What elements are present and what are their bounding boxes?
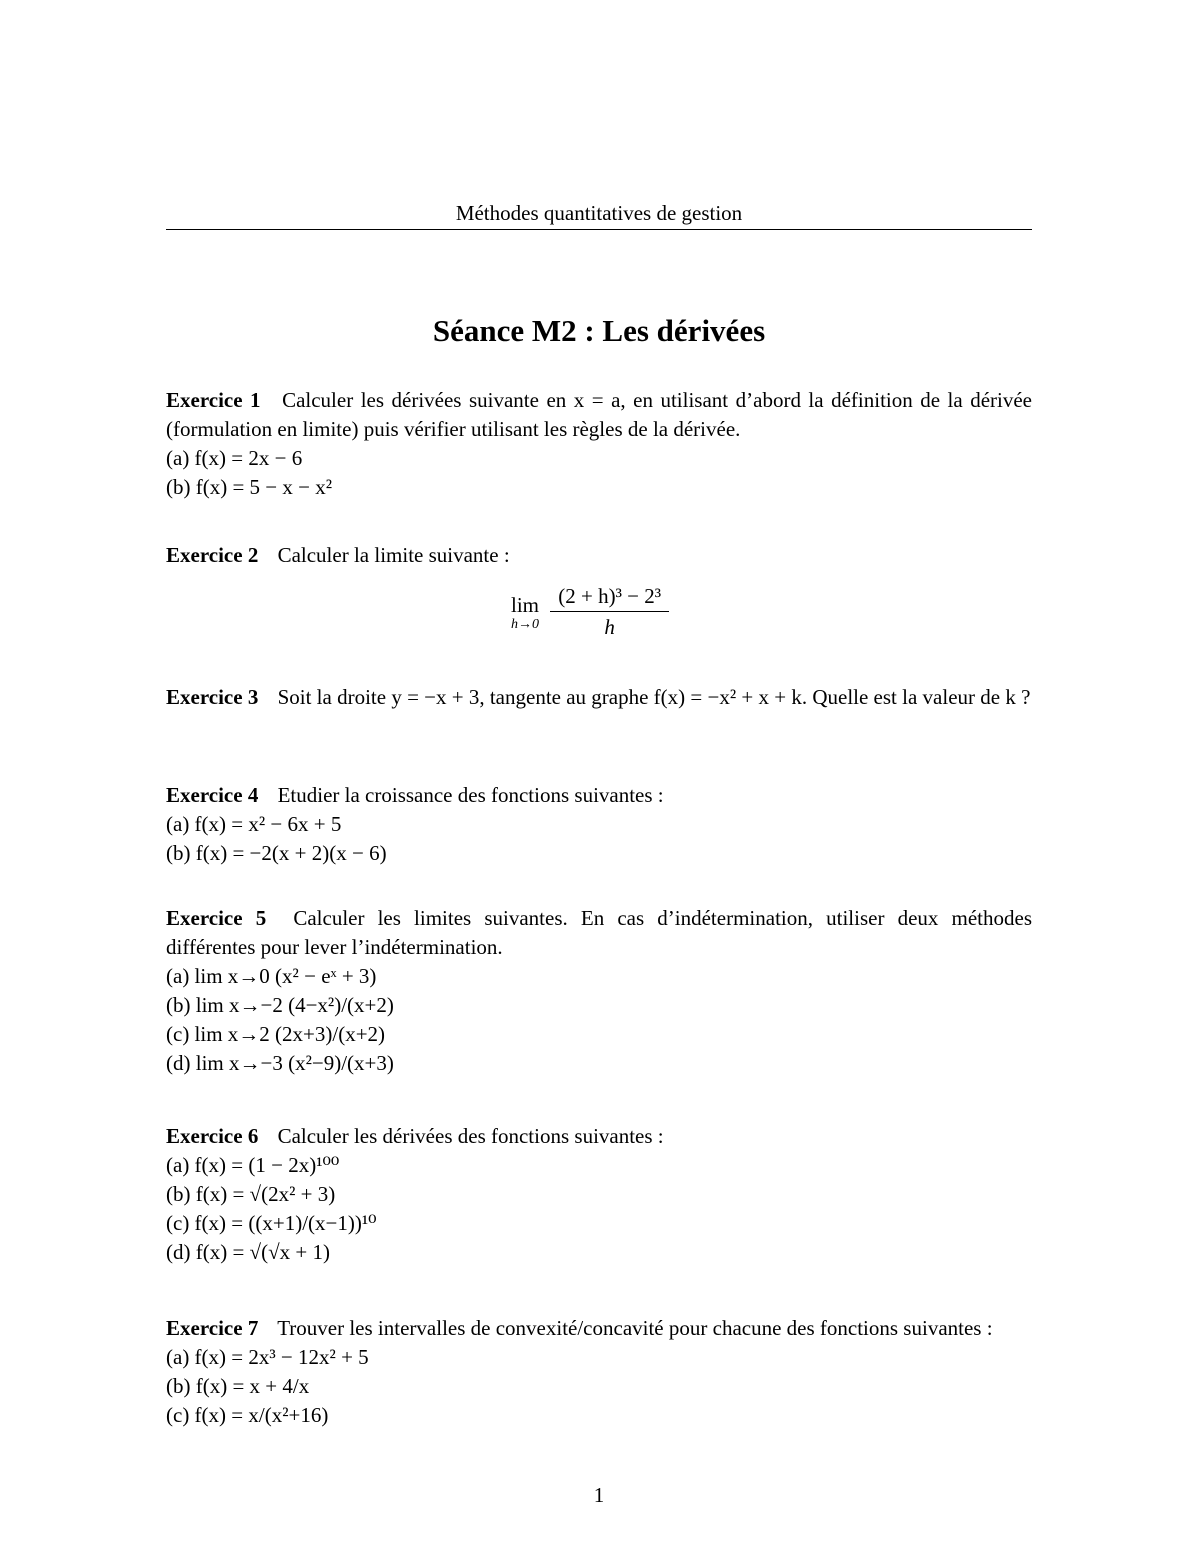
- exercise-4-item-a: (a) f(x) = x² − 6x + 5: [166, 812, 342, 836]
- page-title: Séance M2 : Les dérivées: [432, 313, 766, 348]
- exercise-2-label: Exercice 2: [166, 543, 259, 567]
- exercise-1-items: [166, 444, 1032, 502]
- exercise-1-label: Exercice 1: [166, 388, 261, 412]
- exercise-5-items: [166, 962, 1032, 1078]
- exercise-1-text: Calculer les dérivées suivante en x = a, en utilisant d’abord la définition de la dérivée (formulation en limite) puis vérifier utilisant les règles de la dérivée.: [166, 388, 1032, 441]
- exercise-3-label: Exercice 3: [166, 685, 259, 709]
- exercise-5-label: Exercice 5: [166, 906, 267, 930]
- running-header: Méthodes quantitatives de gestion: [455, 201, 743, 225]
- limit-subscript: h→0: [511, 616, 539, 632]
- exercise-4-items: [166, 810, 1032, 868]
- exercise-4-statement: [166, 781, 1032, 810]
- exercise-6-text: Calculer les dérivées des fonctions suivantes :: [277, 1124, 664, 1148]
- header-rule: [166, 229, 1032, 230]
- exercise-3-statement: [166, 683, 1032, 712]
- exercise-6-items: [166, 1151, 1032, 1267]
- exercise-7-items: [166, 1343, 1032, 1430]
- page-number: 1: [593, 1483, 605, 1507]
- exercise-5-statement: [166, 904, 1032, 962]
- exercise-7-item-c: (c) f(x) = x/(x²+16): [166, 1403, 329, 1427]
- exercise-5-item-a: (a) lim x→0 (x² − eˣ + 3): [166, 964, 377, 988]
- exercise-2-statement: [166, 541, 1032, 570]
- exercise-5: [166, 904, 1032, 1078]
- exercise-1: [166, 386, 1032, 502]
- exercise-3-text: Soit la droite y = −x + 3, tangente au graphe f(x) = −x² + x + k. Quelle est la valeur de k ?: [277, 685, 1031, 709]
- exercise-5-item-d: (d) lim x→−3 (x²−9)/(x+3): [166, 1051, 394, 1075]
- exercise-7-text: Trouver les intervalles de convexité/concavité pour chacune des fonctions suivantes :: [277, 1316, 993, 1340]
- exercise-6-statement: [166, 1122, 1032, 1151]
- exercise-3: [166, 683, 1032, 712]
- limit-denominator: h: [604, 615, 615, 639]
- exercise-6: [166, 1122, 1032, 1267]
- exercise-4-text: Etudier la croissance des fonctions suivantes :: [277, 783, 664, 807]
- exercise-5-item-b: (b) lim x→−2 (4−x²)/(x+2): [166, 993, 394, 1017]
- exercise-6-item-d: (d) f(x) = √(√x + 1): [166, 1240, 330, 1264]
- exercise-6-item-c: (c) f(x) = ((x+1)/(x−1))¹⁰: [166, 1211, 377, 1235]
- limit-display-equation: [511, 583, 669, 640]
- exercise-1-item-b: (b) f(x) = 5 − x − x²: [166, 475, 333, 499]
- exercise-4-item-b: (b) f(x) = −2(x + 2)(x − 6): [166, 841, 387, 865]
- exercise-6-label: Exercice 6: [166, 1124, 259, 1148]
- exercise-2: [166, 541, 1032, 639]
- exercise-2-text: Calculer la limite suivante :: [277, 543, 510, 567]
- exercise-1-item-a: (a) f(x) = 2x − 6: [166, 446, 303, 470]
- exercise-5-item-c: (c) lim x→2 (2x+3)/(x+2): [166, 1022, 386, 1046]
- exercise-1-statement: [166, 386, 1032, 444]
- exercise-7-item-a: (a) f(x) = 2x³ − 12x² + 5: [166, 1345, 369, 1369]
- exercise-7-label: Exercice 7: [166, 1316, 259, 1340]
- exercise-7-statement: [166, 1314, 1032, 1343]
- limit-operator: lim h→0: [511, 592, 540, 632]
- exercise-4: [166, 781, 1032, 868]
- exercise-6-item-a: (a) f(x) = (1 − 2x)¹⁰⁰: [166, 1153, 340, 1177]
- exercise-4-label: Exercice 4: [166, 783, 259, 807]
- exercise-7: [166, 1314, 1032, 1430]
- exercise-5-text: Calculer les limites suivantes. En cas d’indétermination, utiliser deux méthodes différentes pour lever l’indétermination.: [166, 906, 1032, 959]
- exercise-7-item-b: (b) f(x) = x + 4/x: [166, 1374, 310, 1398]
- exercise-6-item-b: (b) f(x) = √(2x² + 3): [166, 1182, 336, 1206]
- limit-fraction: [550, 583, 669, 640]
- limit-numerator: (2 + h)³ − 2³: [550, 583, 669, 612]
